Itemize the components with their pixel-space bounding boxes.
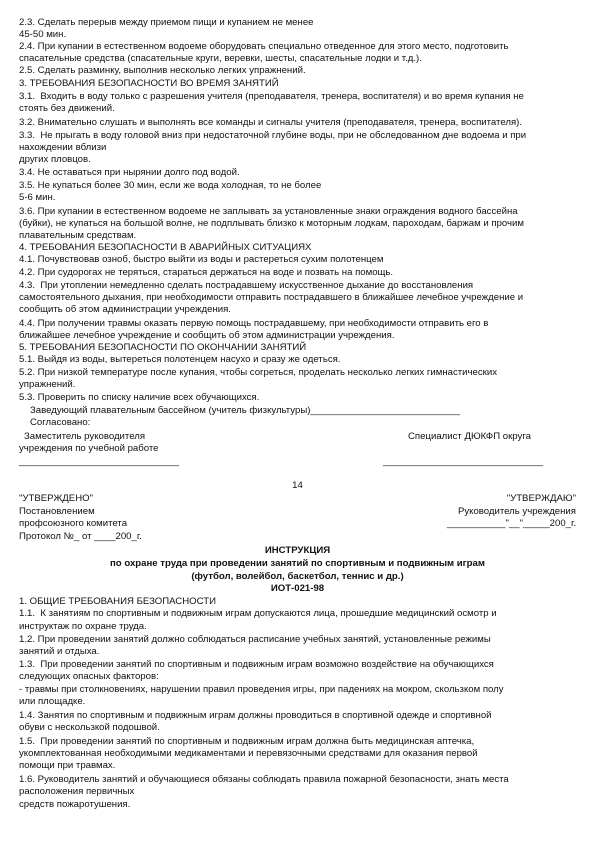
text-line: укомплектованная необходимыми медикаментами и перевязочными средствами для оказания первой bbox=[19, 748, 478, 759]
deputy-signature-line: ______________________________ bbox=[19, 456, 180, 467]
text-line: 4.1. Почувствовав озноб, быстро выйти из воды и растереться сухим полотенцем bbox=[19, 254, 384, 265]
text-line: нахождении вблизи bbox=[19, 142, 107, 153]
text-line: 1.3. При проведении занятий по спортивным и подвижным играм возможно воздействие на обучающихся bbox=[19, 659, 494, 670]
document-code: ИОТ-021-98 bbox=[270, 583, 325, 594]
section-heading: 3. ТРЕБОВАНИЯ БЕЗОПАСНОСТИ ВО ВРЕМЯ ЗАНЯТИЙ bbox=[19, 78, 279, 89]
agreed-label: Согласовано: bbox=[30, 417, 91, 428]
text-line: 4.2. При судорогах не теряться, стараться держаться на воде и позвать на помощь. bbox=[19, 267, 394, 278]
text-line: (буйки), не купаться на большой волне, не подплывать близко к моторным лодкам, пароходам, баржам и прочим bbox=[19, 218, 524, 229]
protocol-line: Протокол №_ от ____200_г. bbox=[19, 531, 142, 542]
text-line: 3.4. Не оставаться при нырянии долго под водой. bbox=[19, 167, 240, 178]
text-line: спасательные средства (спасательные круги, веревки, шесты, спасательные лодки и т.д.). bbox=[19, 53, 422, 64]
specialist-title: Специалист ДЮКФП округа bbox=[408, 431, 531, 442]
text-line: 1.4. Занятия по спортивным и подвижным играм должны проводиться в спортивной одежде и спортивной bbox=[19, 710, 492, 721]
text-line: самостоятельного дыхания, при необходимости отправить пострадавшего в ближайшее лечебное учреждение и bbox=[19, 292, 524, 303]
text-line: 4.3. При утоплении немедленно сделать пострадавшему искусственное дыхание до восстановления bbox=[19, 280, 474, 291]
page-number: 14 bbox=[292, 480, 303, 491]
text-line: 2.4. При купании в естественном водоеме оборудовать специально отведенное для этого место, подготовить bbox=[19, 41, 509, 52]
text-line: - травмы при столкновениях, нарушении правил проведения игры, при падениях на мокром, скользком полу bbox=[19, 684, 504, 695]
text-line: упражнений. bbox=[19, 379, 76, 390]
text-line: расположения первичных bbox=[19, 786, 135, 797]
approved-label: "УТВЕРЖДЕНО" bbox=[19, 493, 94, 504]
text-line: сообщить об этом администрации учреждения. bbox=[19, 304, 231, 315]
text-line: занятий и отдыха. bbox=[19, 646, 100, 657]
text-line: 45-50 мин. bbox=[19, 29, 67, 40]
approve-label: "УТВЕРЖДАЮ" bbox=[506, 493, 576, 504]
text-line: 1.6. Руководитель занятий и обучающиеся обязаны соблюдать правила пожарной безопасности, знать места bbox=[19, 774, 509, 785]
text-line: стоять без движений. bbox=[19, 103, 115, 114]
text-line: ближайшее лечебное учреждение и сообщить об этом администрации учреждения. bbox=[19, 330, 395, 341]
approval-date-line: ___________"__"_____200_г. bbox=[446, 518, 576, 529]
text-line: 1.1. К занятиям по спортивным и подвижным играм допускаются лица, прошедшие медицинский осмотр и bbox=[19, 608, 497, 619]
text-line: следующих опасных факторов: bbox=[19, 671, 159, 682]
text-line: средств пожаротушения. bbox=[19, 799, 131, 810]
section-heading: 1. ОБЩИЕ ТРЕБОВАНИЯ БЕЗОПАСНОСТИ bbox=[19, 596, 216, 607]
deputy-title-cont: учреждения по учебной работе bbox=[19, 443, 159, 454]
text-line: 5.3. Проверить по списку наличие всех обучающихся. bbox=[19, 392, 260, 403]
text-line: или площадке. bbox=[19, 696, 86, 707]
text-line: 5.2. При низкой температуре после купания, чтобы согреться, проделать несколько легких гимнастических bbox=[19, 367, 497, 378]
text-line: других пловцов. bbox=[19, 154, 91, 165]
document-subtitle-sports: (футбол, волейбол, баскетбол, теннис и др.) bbox=[191, 571, 404, 582]
document-title: ИНСТРУКЦИЯ bbox=[264, 545, 331, 556]
document-subtitle: по охране труда при проведении занятий по спортивным и подвижным играм bbox=[110, 558, 485, 569]
section-heading: 4. ТРЕБОВАНИЯ БЕЗОПАСНОСТИ В АВАРИЙНЫХ СИТУАЦИЯХ bbox=[19, 242, 312, 253]
trade-union-label: профсоюзного комитета bbox=[19, 518, 128, 529]
section-heading: 5. ТРЕБОВАНИЯ БЕЗОПАСНОСТИ ПО ОКОНЧАНИИ ЗАНЯТИЙ bbox=[19, 342, 307, 353]
resolution-label: Постановлением bbox=[19, 506, 95, 517]
text-line: 2.3. Сделать перерыв между приемом пищи и купанием не менее bbox=[19, 17, 314, 28]
text-line: 3.1. Входить в воду только с разрешения учителя (преподавателя, тренера, воспитателя) и во время купания не bbox=[19, 91, 524, 102]
text-line: 2.5. Сделать разминку, выполнив несколько легких упражнений. bbox=[19, 65, 306, 76]
text-line: 3.3. Не прыгать в воду головой вниз при недостаточной глубине воды, при не обследованном дне водоема и при bbox=[19, 130, 527, 141]
text-line: 3.2. Внимательно слушать и выполнять все команды и сигналы учителя (преподавателя, тренера, воспитателя). bbox=[19, 117, 522, 128]
text-line: 5.1. Выйдя из воды, вытереться полотенцем насухо и сразу же одеться. bbox=[19, 354, 341, 365]
head-of-institution: Руководитель учреждения bbox=[457, 506, 576, 517]
specialist-signature-line: ______________________________ bbox=[383, 456, 544, 467]
text-line: 4.4. При получении травмы оказать первую помощь пострадавшему, при необходимости отправить его в bbox=[19, 318, 489, 329]
text-line: 3.6. При купании в естественном водоеме не заплывать за установленные знаки ограждения водного бассейна bbox=[19, 206, 518, 217]
text-line: 1.2. При проведении занятий должно соблюдаться расписание учебных занятий, установленные режимы bbox=[19, 634, 491, 645]
deputy-title: Заместитель руководителя bbox=[24, 431, 146, 442]
text-line: 3.5. Не купаться более 30 мин, если же вода холодная, то не более bbox=[19, 180, 322, 191]
head-signature-line: Заведующий плавательным бассейном (учитель физкультуры)____________________________ bbox=[30, 405, 460, 416]
text-line: инструктаж по охране труда. bbox=[19, 621, 147, 632]
text-line: 1.5. При проведении занятий по спортивным и подвижным играм должна быть медицинская аптечка, bbox=[19, 736, 475, 747]
text-line: помощи при травмах. bbox=[19, 760, 116, 771]
text-line: плавательным средствам. bbox=[19, 230, 137, 241]
text-line: 5-6 мин. bbox=[19, 192, 56, 203]
text-line: обуви с нескользкой подошвой. bbox=[19, 722, 160, 733]
